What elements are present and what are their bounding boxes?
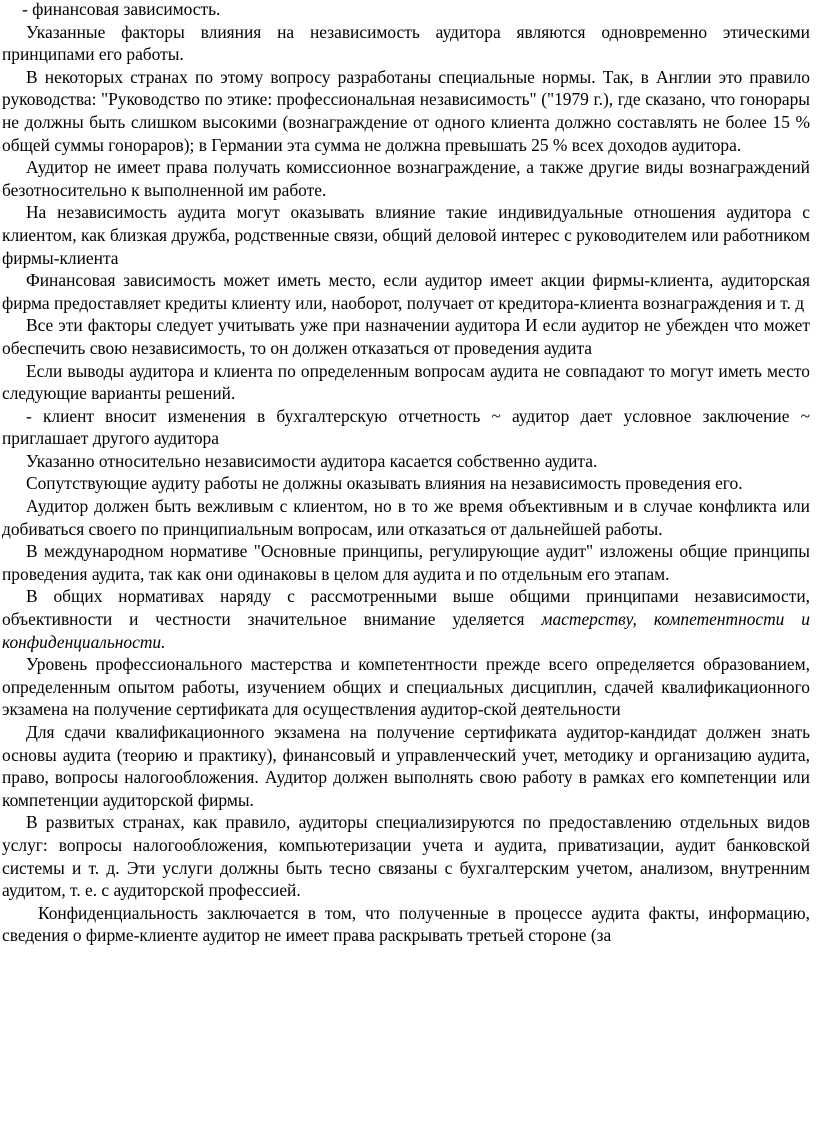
paragraph-personal-relations: На независимость аудита могут оказывать влияние такие индивидуальные отношения аудитора с клиентом, как близкая дружба, родственные связи, общий деловой интерес с руководителем или работником фирмы-клиента: [2, 202, 810, 268]
paragraph-professional-level: Уровень профессионального мастерства и компетентности прежде всего определяется образованием, определенным опытом работы, изучением общих и специальных дисциплин, сдачей квалификационного экзамена на получение сертификата для осуществления аудитор-ской деятельности: [2, 654, 810, 720]
general-norms-text: В общих нормативах наряду с рассмотренными выше общими принципами независимости, объективности и честности значительное внимание уделяется: [2, 586, 810, 630]
paragraph-financial-dependence: - финансовая зависимость.: [22, 0, 221, 19]
paragraph-qualification-exam: Для сдачи квалификационного экзамена на получение сертификата аудитор-кандидат должен знать основы аудита (теорию и практику), финансовый и управленческий учет, методику и организацию аудита, право, вопросы налогообложения. Аудитор должен выполнять свою работу в рамках его компетенции или компетенции аудиторской фирмы.: [2, 722, 810, 810]
paragraph-appointment-factors: Все эти факторы следует учитывать уже при назначении аудитора И если аудитор не убежден что может обеспечить свою независимость, то он должен отказаться от проведения аудита: [2, 315, 810, 358]
paragraph-international-standard: В международном нормативе "Основные принципы, регулирующие аудит" изложены общие принципы проведения аудита, так как они одинаковы в целом для аудита и по отдельным его этапам.: [2, 541, 810, 584]
paragraph-special-norms: В некоторых странах по этому вопросу разработаны специальные нормы. Так, в Англии это правило руководства: "Руководство по этике: профессиональная независимость" ("1979 г.), где сказано, что гонорары не должны быть слишком высокими (вознаграждение от одного клиента должно составлять не более 15 % общей суммы гонораров); в Германии эта сумма не должна превышать 25 % всех доходов аудитора.: [2, 66, 810, 155]
paragraph-commission: Аудитор не имеет права получать комиссионное вознаграждение, а также другие виды вознаграждений безотносительно к выполненной им работе.: [2, 157, 810, 200]
paragraph-decision-options: - клиент вносит изменения в бухгалтерскую отчетность ~ аудитор дает условное заключение ~ приглашает другого аудитора: [2, 405, 810, 449]
paragraph-ethical-principles: Указанные факторы влияния на независимость аудитора являются одновременно этическими принципами его работы.: [2, 21, 810, 65]
paragraph-disagreement: Если выводы аудитора и клиента по определенным вопросам аудита не совпадают то могут иметь место следующие варианты решений.: [2, 360, 810, 404]
paragraph-politeness: Аудитор должен быть вежливым с клиентом, но в то же время объективным и в случае конфликта или добиваться своего по принципиальным вопросам, или отказаться от дальнейшей работы.: [2, 496, 810, 539]
paragraph-specialization: В развитых странах, как правило, аудиторы специализируются по предоставлению отдельных видов услуг: вопросы налогообложения, компьютеризации учета и аудита, приватизации, аудит банковской системы и т. д. Эти услуги должны быть тесно связаны с бухгалтерским учетом, анализом, внутренним аудитом, т. е. с аудиторской профессией.: [2, 812, 810, 901]
paragraph-financial-ties: Финансовая зависимость может иметь место, если аудитор имеет акции фирмы-клиента, аудиторская фирма предоставляет кредиты клиенту или, наоборот, получает от кредитора-клиента вознаграждения и т. д: [2, 270, 810, 313]
paragraph-general-norms: [2, 585, 810, 653]
paragraph-independence-scope: Указанно относительно независимости аудитора касается собственно аудита.: [26, 450, 598, 471]
general-norms-emphasis: мастерству, компетентности и конфиденциальности.: [2, 609, 810, 652]
paragraph-related-works: Сопутствующие аудиту работы не должны оказывать влияния на независимость проведения его.: [26, 473, 743, 494]
paragraph-confidentiality: Конфиденциальность заключается в том, что полученные в процессе аудита факты, информацию, сведения о фирме-клиенте аудитор не имеет права раскрывать третьей стороне (за: [2, 902, 810, 946]
